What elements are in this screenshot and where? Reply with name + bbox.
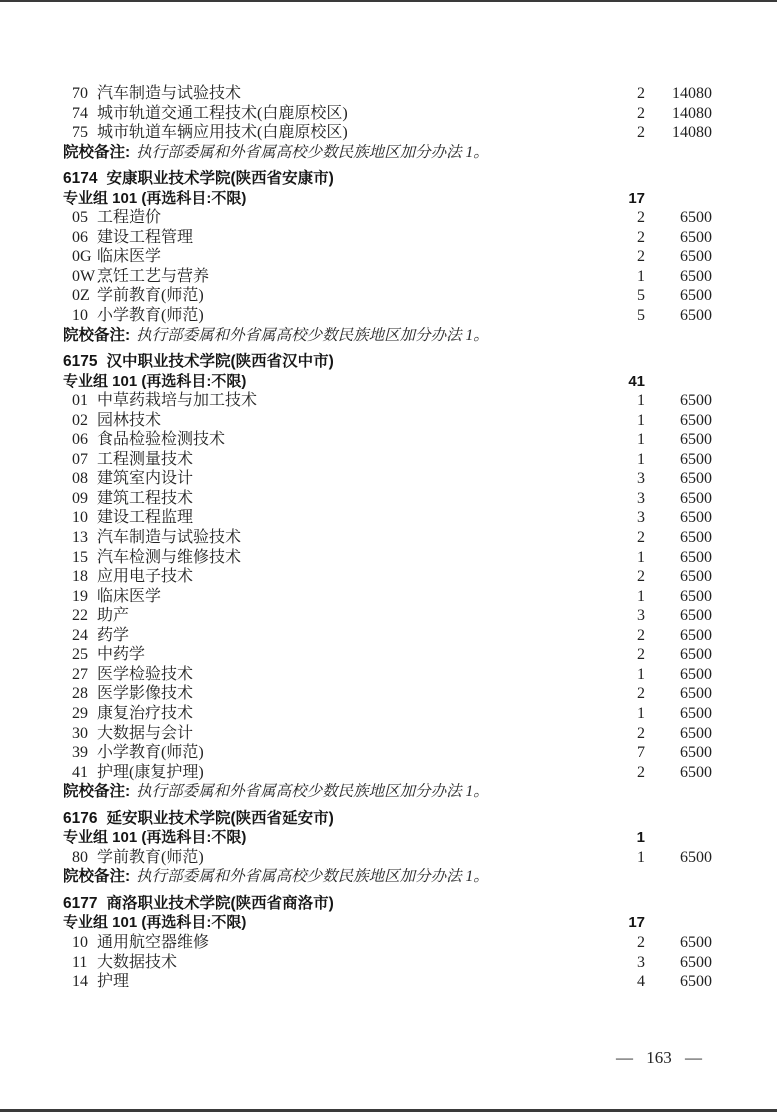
course-code: 30 [72,724,88,742]
course-plan-count: 2 [637,933,645,951]
course-code: 22 [72,607,88,625]
college-name: 延安职业技术学院(陕西省延安市) [106,809,334,827]
course-row [63,450,712,470]
course-plan-count: 1 [637,411,645,429]
course-row [63,743,712,763]
course-plan-count: 2 [637,104,645,122]
course-row [63,933,712,953]
course-plan-count: 5 [637,287,645,305]
course-tuition-fee: 14080 [672,124,712,142]
course-name: 医学检验技术 [97,665,194,683]
course-row [63,508,712,528]
course-plan-count: 2 [637,248,645,266]
course-plan-count: 2 [637,685,645,703]
course-name: 建设工程监理 [97,509,194,527]
course-tuition-fee: 6500 [680,209,712,227]
course-name: 园林技术 [97,411,162,429]
course-plan-count: 1 [637,431,645,449]
course-code: 74 [72,104,88,122]
course-code: 06 [72,431,88,449]
course-plan-count: 2 [637,124,645,142]
course-tuition-fee: 6500 [680,665,712,683]
course-tuition-fee: 6500 [680,287,712,305]
course-row [63,286,712,306]
course-name: 康复治疗技术 [97,704,194,722]
remark-text: 执行部委属和外省属高校少数民族地区加分办法 1。 [136,326,489,344]
course-plan-count: 5 [637,307,645,325]
course-plan-count: 3 [637,489,645,507]
course-tuition-fee: 6500 [680,489,712,507]
course-name: 小学教育(师范) [97,307,204,325]
course-tuition-fee: 6500 [680,607,712,625]
course-name: 汽车检测与维修技术 [97,548,242,566]
college-name: 商洛职业技术学院(陕西省商洛市) [106,894,334,912]
college-header [63,894,712,914]
course-name: 药学 [97,626,130,644]
remark-text: 执行部委属和外省属高校少数民族地区加分办法 1。 [136,868,489,886]
remark-text: 执行部委属和外省属高校少数民族地区加分办法 1。 [136,143,489,161]
course-tuition-fee: 6500 [680,431,712,449]
course-code: 28 [72,685,88,703]
course-plan-count: 2 [637,209,645,227]
college-block [63,169,712,345]
course-plan-count: 1 [637,392,645,410]
course-name: 大数据技术 [97,953,178,971]
course-plan-count: 2 [637,568,645,586]
course-plan-count: 3 [637,509,645,527]
college-header [63,352,712,372]
course-name: 烹饪工艺与营养 [97,267,210,285]
course-code: 0G [72,248,92,266]
course-name: 中药学 [97,646,146,664]
course-row [63,430,712,450]
course-code: 80 [72,848,88,866]
course-code: 10 [72,307,88,325]
course-code: 29 [72,704,88,722]
course-plan-count: 4 [637,973,645,991]
course-plan-count: 3 [637,607,645,625]
course-plan-count: 7 [637,744,645,762]
course-plan-count: 1 [637,704,645,722]
course-name: 食品检验检测技术 [97,431,226,449]
course-plan-count: 2 [637,85,645,102]
college-remark-row [63,782,712,802]
course-code: 09 [72,489,88,507]
course-row [63,684,712,704]
course-code: 11 [72,953,88,971]
college-code: 6174 [63,170,98,188]
college-block [63,84,712,162]
college-header [63,169,712,189]
course-row [63,123,712,143]
course-code: 06 [72,228,88,246]
course-row [63,953,712,973]
course-row [63,411,712,431]
course-plan-count: 2 [637,724,645,742]
course-tuition-fee: 6500 [680,392,712,410]
course-row [63,391,712,411]
course-plan-count: 2 [637,228,645,246]
course-tuition-fee: 6500 [680,763,712,781]
course-code: 15 [72,548,88,566]
remark-label: 院校备注: [63,326,131,344]
course-name: 应用电子技术 [97,568,194,586]
course-tuition-fee: 6500 [680,509,712,527]
college-code: 6176 [63,809,98,827]
course-row [63,306,712,326]
remark-label: 院校备注: [63,868,131,886]
course-tuition-fee: 6500 [680,568,712,586]
page-number-dash-left: — [616,1048,633,1067]
course-code: 01 [72,392,88,410]
major-group-label: 专业组 101 (再选科目:不限) [63,372,247,390]
course-code: 0Z [72,287,90,305]
course-tuition-fee: 6500 [680,307,712,325]
course-tuition-fee: 14080 [672,85,712,102]
course-code: 39 [72,744,88,762]
course-code: 70 [72,85,88,102]
major-group-count: 17 [628,914,645,932]
page-edge-top-line [0,0,777,2]
college-block [63,352,712,802]
course-plan-count: 2 [637,646,645,664]
college-remark-row [63,143,712,163]
course-row [63,724,712,744]
page-number-dash-right: — [685,1048,702,1067]
major-group-row [63,828,712,848]
course-plan-count: 3 [637,470,645,488]
course-name: 护理 [97,973,130,991]
course-row [63,247,712,267]
remark-text: 执行部委属和外省属高校少数民族地区加分办法 1。 [136,783,489,801]
major-group-count: 41 [628,372,645,390]
course-plan-count: 1 [637,587,645,605]
course-row [63,645,712,665]
course-plan-count: 2 [637,529,645,547]
course-code: 41 [72,763,88,781]
course-plan-count: 3 [637,953,645,971]
course-tuition-fee: 6500 [680,744,712,762]
course-name: 建设工程管理 [97,228,194,246]
college-remark-row [63,326,712,346]
course-name: 汽车制造与试验技术 [97,529,242,547]
course-tuition-fee: 6500 [680,548,712,566]
course-tuition-fee: 6500 [680,470,712,488]
course-tuition-fee: 6500 [680,411,712,429]
course-code: 13 [72,529,88,547]
page-number-value: 163 [646,1048,672,1067]
remark-label: 院校备注: [63,783,131,801]
course-name: 通用航空器维修 [97,933,210,951]
course-code: 07 [72,450,88,468]
major-group-label: 专业组 101 (再选科目:不限) [63,914,247,932]
course-tuition-fee: 6500 [680,587,712,605]
course-code: 02 [72,411,88,429]
course-code: 19 [72,587,88,605]
course-code: 14 [72,973,88,991]
course-plan-count: 1 [637,665,645,683]
college-code: 6175 [63,353,98,371]
course-row [63,704,712,724]
major-group-label: 专业组 101 (再选科目:不限) [63,189,247,207]
course-name: 小学教育(师范) [97,744,204,762]
course-row [63,626,712,646]
course-tuition-fee: 6500 [680,248,712,266]
course-code: 10 [72,933,88,951]
college-block [63,894,712,992]
course-tuition-fee: 6500 [680,626,712,644]
course-row [63,267,712,287]
page-number [0,1048,702,1068]
course-tuition-fee: 6500 [680,228,712,246]
course-code: 0W [72,267,96,285]
course-code: 75 [72,124,88,142]
course-name: 建筑工程技术 [97,489,194,507]
course-name: 助产 [97,607,130,625]
course-plan-count: 1 [637,450,645,468]
course-row [63,587,712,607]
course-row [63,763,712,783]
course-tuition-fee: 6500 [680,704,712,722]
major-group-row [63,372,712,392]
course-row [63,606,712,626]
course-tuition-fee: 6500 [680,724,712,742]
course-name: 医学影像技术 [97,685,194,703]
course-name: 城市轨道交通工程技术(白鹿原校区) [97,104,348,122]
course-tuition-fee: 6500 [680,848,712,866]
remark-label: 院校备注: [63,143,131,161]
major-group-count: 1 [636,829,645,847]
course-name: 城市轨道车辆应用技术(白鹿原校区) [97,124,348,142]
course-tuition-fee: 6500 [680,646,712,664]
course-name: 临床医学 [97,587,162,605]
course-tuition-fee: 6500 [680,933,712,951]
course-name: 护理(康复护理) [97,763,204,781]
course-code: 18 [72,568,88,586]
course-row [63,469,712,489]
course-code: 08 [72,470,88,488]
course-name: 建筑室内设计 [97,470,194,488]
course-row [63,104,712,124]
course-tuition-fee: 6500 [680,953,712,971]
course-row [63,665,712,685]
course-plan-count: 2 [637,626,645,644]
course-row [63,972,712,992]
course-row [63,84,712,104]
course-plan-count: 2 [637,763,645,781]
course-name: 大数据与会计 [97,724,194,742]
course-name: 工程造价 [97,209,162,227]
course-row [63,848,712,868]
course-code: 05 [72,209,88,227]
course-tuition-fee: 6500 [680,450,712,468]
course-name: 汽车制造与试验技术 [97,85,242,102]
major-group-row [63,913,712,933]
college-name: 汉中职业技术学院(陕西省汉中市) [106,353,334,371]
course-row [63,228,712,248]
college-name: 安康职业技术学院(陕西省安康市) [106,170,334,188]
college-block [63,809,712,887]
course-tuition-fee: 6500 [680,267,712,285]
course-row [63,567,712,587]
course-code: 24 [72,626,88,644]
course-tuition-fee: 6500 [680,685,712,703]
course-code: 25 [72,646,88,664]
course-row [63,548,712,568]
major-group-row [63,189,712,209]
major-group-count: 17 [628,189,645,207]
college-code: 6177 [63,894,98,912]
course-tuition-fee: 6500 [680,973,712,991]
college-remark-row [63,867,712,887]
course-plan-count: 1 [637,848,645,866]
course-row [63,528,712,548]
course-row [63,489,712,509]
course-row [63,208,712,228]
course-name: 工程测量技术 [97,450,194,468]
major-group-label: 专业组 101 (再选科目:不限) [63,829,247,847]
course-name: 临床医学 [97,248,162,266]
page-content [63,84,712,992]
course-tuition-fee: 6500 [680,529,712,547]
course-tuition-fee: 14080 [672,104,712,122]
course-code: 10 [72,509,88,527]
course-name: 中草药栽培与加工技术 [97,392,258,410]
course-name: 学前教育(师范) [97,848,204,866]
course-plan-count: 1 [637,267,645,285]
course-plan-count: 1 [637,548,645,566]
course-name: 学前教育(师范) [97,287,204,305]
course-code: 27 [72,665,88,683]
college-header [63,809,712,829]
